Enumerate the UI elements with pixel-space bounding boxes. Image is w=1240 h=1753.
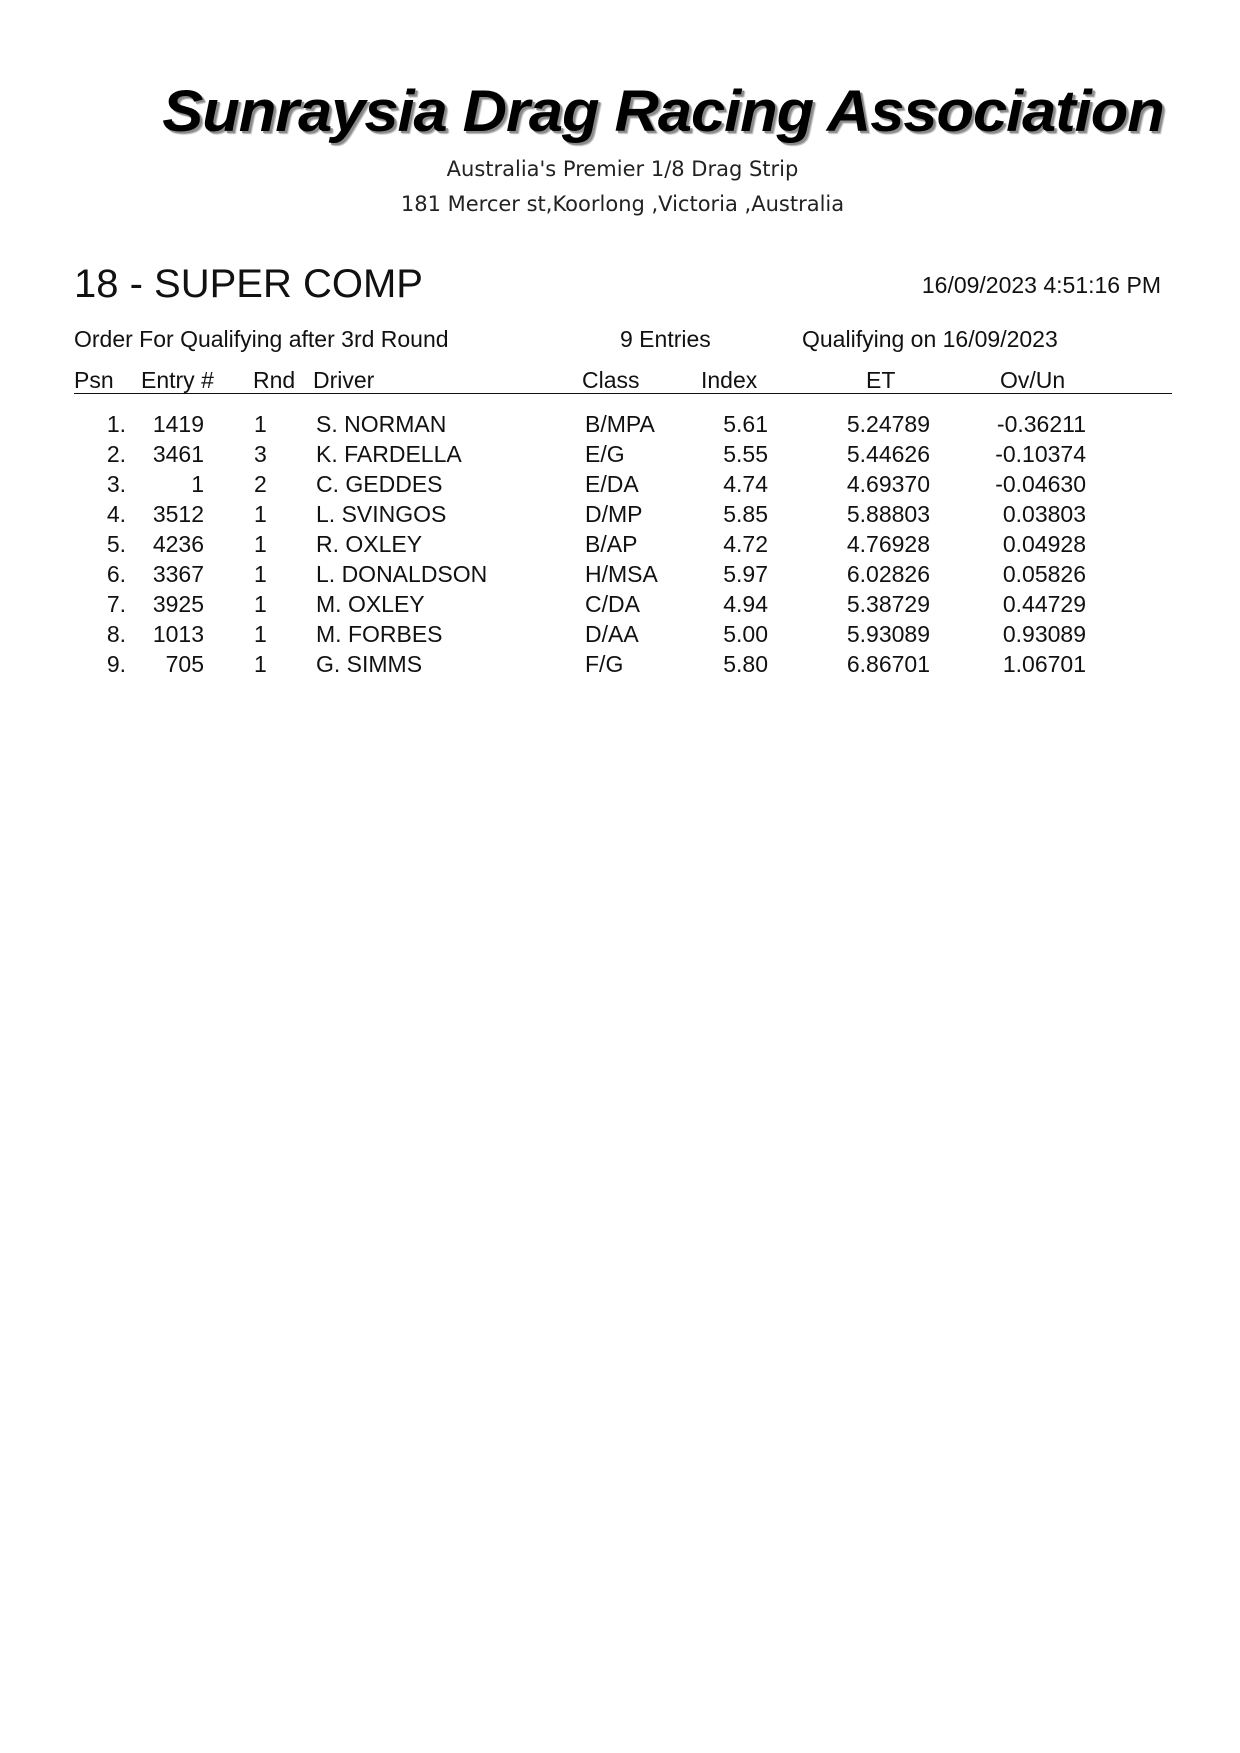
cell-entry-number: 1013 [152,621,204,647]
cell-class: H/MSA [585,561,658,587]
association-logo-title: Sunraysia Drag Racing Association [162,79,1164,144]
cell-position: 9. [106,651,126,677]
header-rnd: Rnd [253,367,296,393]
cell-driver: M. OXLEY [316,591,425,617]
cell-round: 3 [254,441,267,467]
table-row [0,501,1240,531]
cell-entry-number: 1 [191,471,204,497]
cell-driver: M. FORBES [316,621,443,647]
cell-entry-number: 3512 [152,501,204,527]
cell-et: 5.93089 [846,621,930,647]
cell-over-under: -0.04630 [995,471,1086,497]
cell-position: 5. [106,531,126,557]
cell-driver: S. NORMAN [316,411,447,437]
cell-round: 1 [254,621,267,647]
header-ov-un: Ov/Un [1000,367,1066,393]
cell-entry-number: 3925 [152,591,204,617]
event-title: 18 - SUPER COMP [74,262,423,306]
cell-position: 7. [106,591,126,617]
cell-et: 5.44626 [846,441,930,467]
cell-class: E/DA [585,471,639,497]
cell-et: 4.76928 [846,531,930,557]
cell-round: 1 [254,501,267,527]
cell-index: 5.97 [723,561,768,587]
table-row [0,411,1240,441]
cell-et: 5.88803 [846,501,930,527]
cell-class: F/G [585,651,624,677]
cell-round: 1 [254,591,267,617]
table-row [0,531,1240,561]
cell-index: 5.85 [723,501,768,527]
cell-over-under: 0.03803 [1002,501,1086,527]
cell-class: D/MP [585,501,643,527]
table-row [0,591,1240,621]
cell-index: 4.94 [723,591,768,617]
cell-over-under: 1.06701 [1002,651,1086,677]
table-row [0,441,1240,471]
cell-round: 2 [254,471,267,497]
header-index: Index [701,367,758,393]
cell-round: 1 [254,651,267,677]
cell-round: 1 [254,561,267,587]
cell-driver: K. FARDELLA [316,441,462,467]
order-label: Order For Qualifying after 3rd Round [74,326,449,352]
cell-over-under: 0.05826 [1002,561,1086,587]
cell-over-under: -0.10374 [995,441,1086,467]
table-row [0,621,1240,651]
cell-position: 6. [106,561,126,587]
cell-over-under: 0.44729 [1002,591,1086,617]
entries-count: 9 Entries [620,326,711,352]
header-driver: Driver [313,367,375,393]
cell-entry-number: 705 [165,651,204,677]
header-psn: Psn [74,367,114,393]
cell-et: 6.86701 [846,651,930,677]
cell-over-under: 0.04928 [1002,531,1086,557]
cell-position: 1. [106,411,126,437]
table-row [0,651,1240,681]
cell-et: 4.69370 [846,471,930,497]
cell-index: 4.74 [723,471,768,497]
header-class: Class [582,367,640,393]
cell-entry-number: 1419 [152,411,204,437]
cell-index: 5.00 [723,621,768,647]
cell-entry-number: 4236 [152,531,204,557]
cell-position: 3. [106,471,126,497]
cell-driver: C. GEDDES [316,471,443,497]
cell-driver: R. OXLEY [316,531,423,557]
header-et: ET [866,367,896,393]
cell-position: 8. [106,621,126,647]
cell-class: B/MPA [585,411,655,437]
header-entry: Entry # [141,367,214,393]
cell-class: C/DA [585,591,640,617]
cell-index: 5.55 [723,441,768,467]
tagline: Australia's Premier 1/8 Drag Strip [446,157,799,181]
table-row [0,471,1240,501]
cell-over-under: 0.93089 [1002,621,1086,647]
cell-driver: L. DONALDSON [316,561,488,587]
cell-position: 2. [106,441,126,467]
cell-entry-number: 3461 [152,441,204,467]
cell-class: B/AP [585,531,638,557]
table-row [0,561,1240,591]
results-table [0,411,1240,681]
cell-round: 1 [254,531,267,557]
cell-et: 5.38729 [846,591,930,617]
cell-index: 5.61 [723,411,768,437]
cell-et: 6.02826 [846,561,930,587]
cell-index: 4.72 [723,531,768,557]
header-divider [74,393,1172,394]
qualifying-date: Qualifying on 16/09/2023 [802,326,1058,352]
cell-entry-number: 3367 [152,561,204,587]
cell-round: 1 [254,411,267,437]
cell-position: 4. [106,501,126,527]
cell-driver: L. SVINGOS [316,501,447,527]
cell-over-under: -0.36211 [996,411,1086,437]
address: 181 Mercer st,Koorlong ,Victoria ,Australia [400,192,845,216]
cell-class: D/AA [585,621,639,647]
cell-et: 5.24789 [846,411,930,437]
cell-class: E/G [585,441,625,467]
cell-driver: G. SIMMS [316,651,423,677]
cell-index: 5.80 [723,651,768,677]
print-timestamp: 16/09/2023 4:51:16 PM [921,272,1161,298]
